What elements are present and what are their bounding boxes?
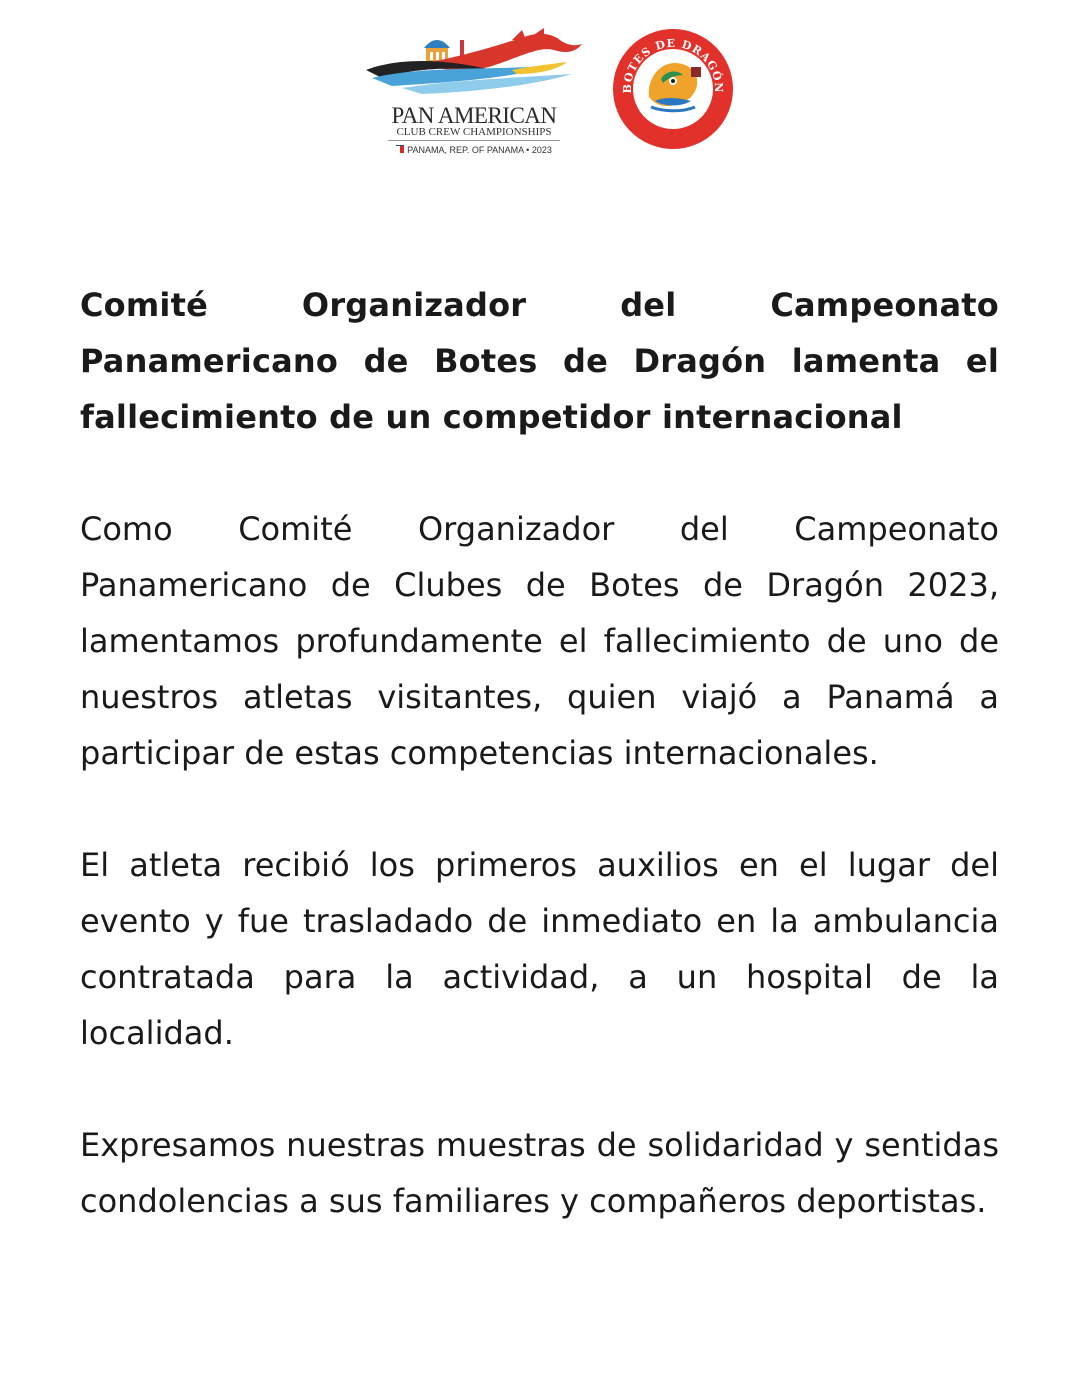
pan-american-location [386, 145, 562, 156]
logo-header [0, 0, 1079, 170]
pan-american-title: PAN AMERICAN [391, 103, 557, 128]
botes-de-dragon-logo [611, 27, 735, 151]
panama-flag-icon [396, 145, 404, 153]
article-paragraph-1: Como Comité Organizador del Campeonato Panamericano de Clubes de Botes de Dragón 2023, lamentamos profundamente el fallecimiento de uno de nuestros atletas visitantes, quien viajó a Panamá a participar de estas competencias internacionales. [80, 510, 999, 772]
pan-american-logo [362, 26, 584, 162]
dragon-boat-emblem-icon [362, 26, 584, 106]
divider [388, 140, 560, 141]
botes-top-text: BOTES DE DRAGÓN [620, 36, 726, 94]
pan-american-subtitle: CLUB CREW CHAMPIONSHIPS [396, 126, 552, 138]
botes-bottom-text: PANAMÁ [648, 112, 698, 130]
location-text: PANAMA, REP. OF PANAMA • 2023 [407, 145, 552, 155]
article-paragraph-2: El atleta recibió los primeros auxilios en el lugar del evento y fue trasladado de inmediato en la ambulancia contratada para la actividad, a un hospital de la localidad. [80, 846, 999, 1052]
article [80, 277, 999, 1229]
article-paragraph-3: Expresamos nuestras muestras de solidaridad y sentidas condolencias a sus familiares y compañeros deportistas. [80, 1126, 999, 1220]
article-heading: Comité Organizador del Campeonato Panamericano de Botes de Dragón lamenta el fallecimiento de un competidor internacional [80, 286, 999, 436]
